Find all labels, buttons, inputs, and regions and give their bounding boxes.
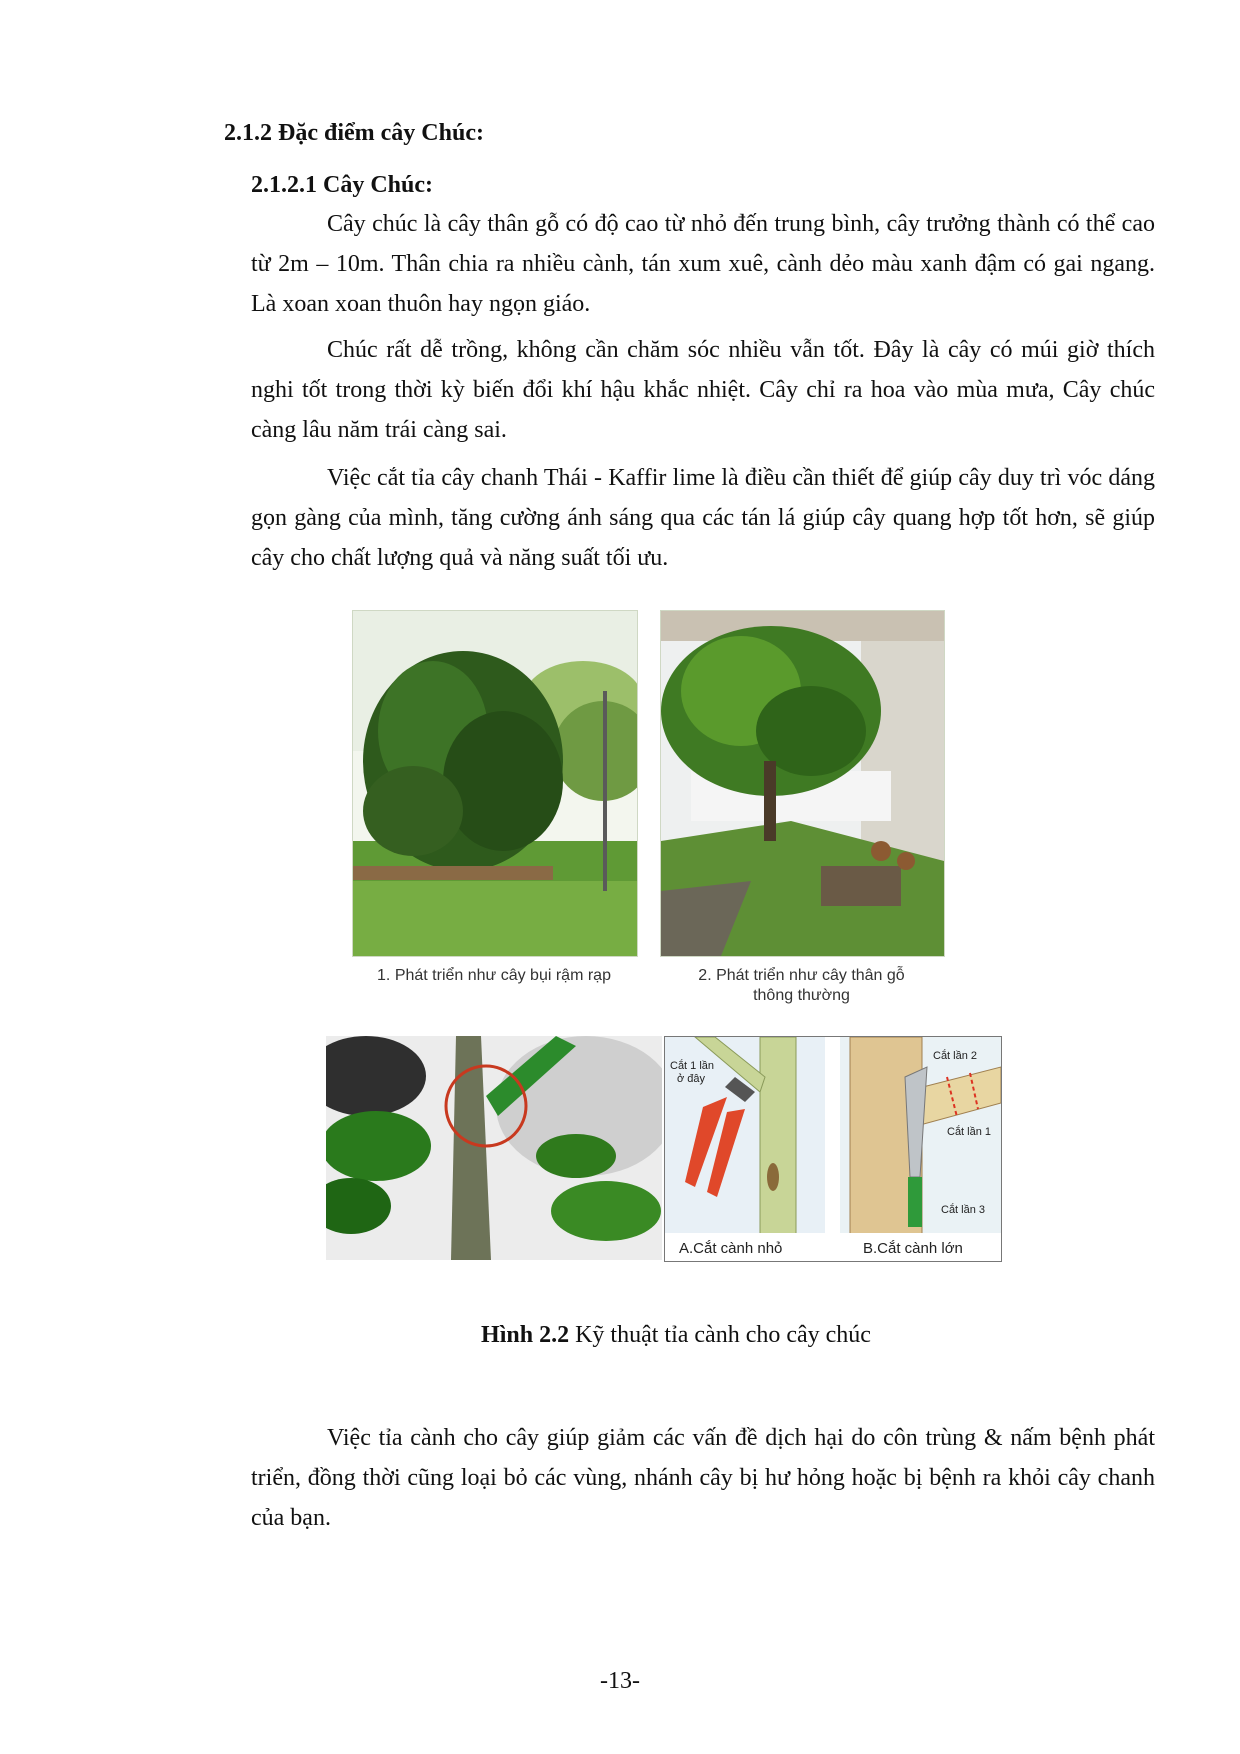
figure-caption-label: Hình 2.2 bbox=[481, 1322, 570, 1348]
label-cut-1: Cắt lần 1 bbox=[947, 1126, 992, 1138]
paragraph: Chúc rất dễ trồng, không cần chăm sóc nhiều vẫn tốt. Đây là cây có múi giờ thích nghi tốt trong thời kỳ biến đổi khí hậu khắc nhiệt. Cây chỉ ra hoa vào mùa mưa, Cây chúc càng lâu năm trái càng sai. bbox=[251, 337, 1155, 443]
panel-a-label: A.Cắt cành nhỏ bbox=[679, 1240, 783, 1257]
figure-caption-text: Kỹ thuật tỉa cành cho cây chúc bbox=[575, 1322, 871, 1348]
label-cut1-line2: ở đây bbox=[677, 1073, 706, 1085]
paragraph: Việc cắt tỉa cây chanh Thái - Kaffir lime là điều cần thiết để giúp cây duy trì vóc dáng gọn gàng của mình, tăng cường ánh sáng qua các tán lá giúp cây quang hợp tốt hơn, sẽ giúp cây cho chất lượng quả và năng suất tối ưu. bbox=[251, 465, 1155, 571]
branch-closeup-photo bbox=[326, 1036, 662, 1260]
label-cut-2: Cắt lần 2 bbox=[933, 1050, 978, 1062]
paragraph: Cây chúc là cây thân gỗ có độ cao từ nhỏ đến trung bình, cây trưởng thành có thể cao từ 2m – 10m. Thân chia ra nhiều cành, tán xum xuê, cành dẻo màu xanh đậm có gai ngang. Là xoan xoan thuôn hay ngọn giáo. bbox=[251, 211, 1155, 317]
paragraph: Việc tỉa cành cho cây giúp giảm các vấn đề dịch hại do côn trùng & nấm bệnh phát triển, đồng thời cũng loại bỏ các vùng, nhánh cây bị hư hỏng hoặc bị bệnh ra khỏi cây chanh của bạn. bbox=[251, 1425, 1155, 1531]
section-heading: 2.1.2 Đặc điểm cây Chúc: bbox=[224, 120, 484, 146]
photo2-caption-line1: 2. Phát triển như cây thân gỗ bbox=[698, 967, 905, 984]
pruning-diagram bbox=[664, 1036, 1002, 1262]
photo2-caption bbox=[660, 966, 943, 1006]
figure-caption bbox=[224, 1322, 1128, 1349]
bushy-tree-photo bbox=[352, 610, 638, 957]
panel-b-label: B.Cắt cành lớn bbox=[863, 1240, 963, 1257]
subsection-heading: 2.1.2.1 Cây Chúc: bbox=[251, 172, 434, 198]
page-number: -13- bbox=[600, 1668, 640, 1694]
label-cut-3: Cắt lần 3 bbox=[941, 1204, 986, 1216]
tree-form-photo bbox=[660, 610, 945, 957]
photo2-caption-line2: thông thường bbox=[753, 987, 850, 1004]
photo1-caption: 1. Phát triển như cây bụi rậm rạp bbox=[377, 967, 611, 984]
label-cut1-line1: Cắt 1 lần bbox=[670, 1060, 715, 1072]
